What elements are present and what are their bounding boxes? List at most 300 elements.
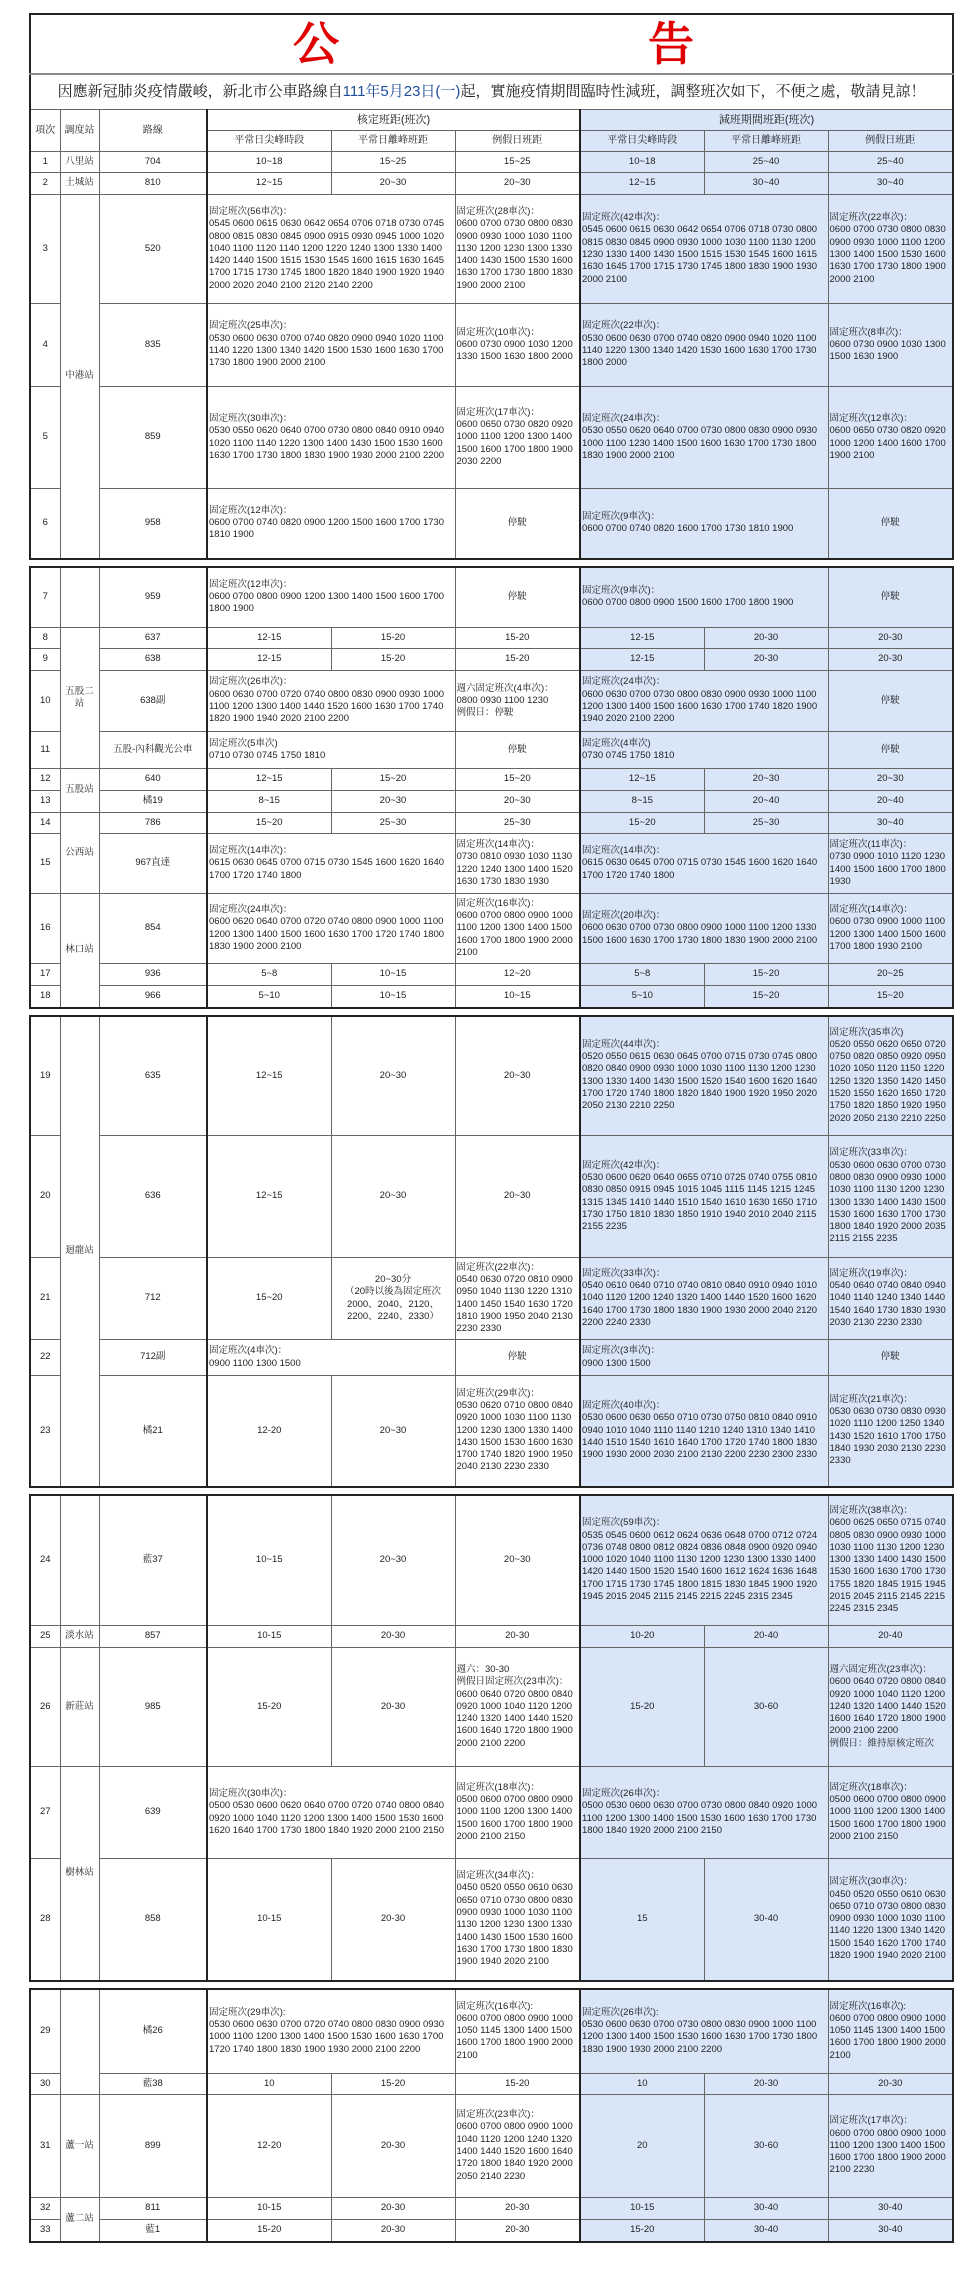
original-weekday-offpeak: 20~30 bbox=[331, 1376, 455, 1487]
reduced-weekday-schedule: 固定班次(40車次)： 0530 0600 0630 0650 0710 0730 0750 0810 0840 0910 0940 1010 1040 1110 1140 1210 1240 1310 1340 1410 1440 1510 1540 1610 1640 1700 1720 1740 1800 1830 1900 1930 2000 2030 2100 2130 2200 2230 2300 2330 bbox=[580, 1376, 828, 1487]
table-row bbox=[30, 1859, 953, 1981]
reduced-holiday-interval: 30~40 bbox=[828, 813, 953, 834]
reduced-weekday-offpeak: 20~30 bbox=[704, 769, 828, 791]
row-number: 10 bbox=[30, 671, 60, 732]
original-weekday-schedule: 固定班次(26車次)： 0600 0630 0700 0720 0740 0800 0830 0900 0930 1000 1100 1200 1300 1400 1440 1520 1600 1630 1700 1740 1820 1900 1940 2020 2100 2200 bbox=[207, 671, 455, 732]
original-weekday-schedule: 固定班次(12車次)： 0600 0700 0740 0820 0900 1200 1500 1600 1700 1730 1810 1900 bbox=[207, 489, 455, 559]
reduced-holiday-schedule: 停駛 bbox=[828, 489, 953, 559]
original-weekday-schedule: 固定班次(14車次)： 0615 0630 0645 0700 0715 0730 1545 1600 1620 1640 1700 1720 1740 1800 bbox=[207, 834, 455, 894]
reduced-holiday-schedule: 固定班次(38車次)： 0600 0625 0650 0715 0740 0805 0830 0900 0930 1000 1030 1100 1130 1200 1230 1300 1330 1400 1430 1500 1530 1600 1630 1700 1730 1755 1820 1845 1915 1945 2015 2045 2115 2145 2215 2245 2315 2345 bbox=[828, 1495, 953, 1626]
dispatch-station: 八里站 bbox=[60, 152, 99, 173]
route-number: 636 bbox=[99, 1136, 207, 1258]
original-weekday-peak: 12-15 bbox=[207, 649, 331, 671]
original-holiday-interval: 固定班次(29車次)： 0530 0620 0710 0800 0840 0920 1000 1030 1100 1130 1200 1230 1300 1330 1400 1430 1500 1530 1600 1630 1700 1740 1820 1900 1950 2040 2130 2230 2330 bbox=[455, 1376, 580, 1487]
original-weekday-peak: 12~15 bbox=[207, 769, 331, 791]
dispatch-station: 公西站 bbox=[60, 813, 99, 894]
route-number: 859 bbox=[99, 387, 207, 489]
route-number: 橘21 bbox=[99, 1376, 207, 1487]
row-number: 22 bbox=[30, 1340, 60, 1376]
original-holiday-interval: 週六：30-30 例假日固定班次(23車次)： 0600 0640 0720 0800 0840 0920 1000 1040 1120 1200 1240 1320 1400 1440 1520 1600 1640 1720 1800 1900 2000 2100 2200 bbox=[455, 1648, 580, 1767]
table-row bbox=[30, 649, 953, 671]
original-holiday-interval: 15-20 bbox=[455, 628, 580, 649]
original-holiday-schedule: 停駛 bbox=[455, 1340, 580, 1376]
reduced-holiday-interval: 20-30 bbox=[828, 2074, 953, 2095]
original-holiday-interval: 10~15 bbox=[455, 986, 580, 1008]
reduced-weekday-offpeak: 30-60 bbox=[704, 1648, 828, 1767]
reduced-holiday-interval: 20~30 bbox=[828, 769, 953, 791]
route-number: 638副 bbox=[99, 671, 207, 732]
original-holiday-schedule: 停駛 bbox=[455, 567, 580, 628]
reduced-holiday-schedule: 固定班次(11車次)： 0730 0900 1010 1120 1230 1400 1500 1600 1700 1800 1930 bbox=[828, 834, 953, 894]
row-number: 24 bbox=[30, 1495, 60, 1626]
route-number: 639 bbox=[99, 1767, 207, 1859]
row-number: 5 bbox=[30, 387, 60, 489]
table-row bbox=[30, 1767, 953, 1859]
original-holiday-schedule: 週六固定班次(4車次)： 0800 0930 1100 1230 例假日：停駛 bbox=[455, 671, 580, 732]
reduced-holiday-schedule: 固定班次(12車次)： 0600 0650 0730 0820 0920 1000 1200 1400 1600 1700 1900 2100 bbox=[828, 387, 953, 489]
table-row bbox=[30, 567, 953, 628]
original-holiday-interval: 20-30 bbox=[455, 2198, 580, 2220]
reduced-holiday-interval: 20-30 bbox=[828, 628, 953, 649]
reduced-holiday-interval: 固定班次(17車次)： 0600 0700 0800 0900 1000 1100 1200 1300 1400 1500 1600 1700 1800 1900 2000 2100 2230 bbox=[828, 2095, 953, 2198]
reduced-weekday-schedule: 固定班次(26車次)： 0500 0530 0600 0630 0700 0730 0800 0840 0920 1000 1100 1200 1300 1400 1500 1530 1600 1630 1700 1730 1800 1840 1920 2000 2100 2150 bbox=[580, 1767, 828, 1859]
reduced-weekday-schedule: 固定班次(59車次)： 0535 0545 0600 0612 0624 0636 0648 0700 0712 0724 0736 0748 0800 0812 0824 0836 0848 0900 0920 0940 1000 1020 1040 1100 1130 1200 1230 1300 1330 1400 1420 1440 1500 1520 1540 1600 1612 1624 1636 1648 1700 1715 1730 1745 1800 1815 1830 1845 1900 1920 1945 2015 2045 2115 2145 2215 2245 2315 2345 bbox=[580, 1495, 828, 1626]
original-weekday-peak: 15-20 bbox=[207, 1648, 331, 1767]
table-row bbox=[30, 964, 953, 986]
reduced-weekday-schedule: 固定班次(44車次)： 0520 0550 0615 0630 0645 0700 0715 0730 0745 0800 0820 0840 0900 0930 1000 1030 1100 1130 1200 1230 1300 1330 1400 1430 1500 1520 1540 1600 1620 1640 1700 1720 1740 1800 1820 1840 1900 1920 1950 2020 2050 2130 2210 2250 bbox=[580, 1016, 828, 1136]
original-weekday-peak: 10 bbox=[207, 2074, 331, 2095]
reduced-weekday-peak: 15 bbox=[580, 1859, 704, 1981]
route-number: 640 bbox=[99, 769, 207, 791]
route-number: 藍37 bbox=[99, 1495, 207, 1626]
reduced-weekday-schedule: 固定班次(26車次): 0530 0600 0630 0700 0730 0800 0830 0900 1000 1100 1200 1300 1400 1500 1530 1600 1630 1700 1730 1800 1830 1900 1930 2000 2100 2200 bbox=[580, 1989, 828, 2074]
reduced-weekday-peak: 8~15 bbox=[580, 791, 704, 813]
row-number: 23 bbox=[30, 1376, 60, 1487]
original-holiday-interval: 20~30 bbox=[455, 791, 580, 813]
row-number: 25 bbox=[30, 1626, 60, 1648]
reduced-holiday-interval: 30-40 bbox=[828, 2220, 953, 2242]
row-number: 13 bbox=[30, 791, 60, 813]
original-weekday-offpeak: 10~15 bbox=[331, 964, 455, 986]
dispatch-station: 迴龍站 bbox=[60, 1016, 99, 1487]
reduced-weekday-schedule: 固定班次(14車次)： 0615 0630 0645 0700 0715 0730 1545 1600 1620 1640 1700 1720 1740 1800 bbox=[580, 834, 828, 894]
table-row bbox=[30, 813, 953, 834]
route-number: 967直達 bbox=[99, 834, 207, 894]
original-holiday-interval: 20~30 bbox=[455, 173, 580, 195]
row-number: 11 bbox=[30, 732, 60, 769]
original-holiday-schedule: 固定班次(16車次)： 0600 0700 0800 0900 1000 1100 1200 1300 1400 1500 1600 1700 1800 1900 2000 2100 bbox=[455, 894, 580, 964]
original-holiday-schedule: 固定班次(14車次)： 0730 0810 0930 1030 1130 1220 1240 1300 1400 1520 1630 1730 1830 1930 bbox=[455, 834, 580, 894]
row-number: 30 bbox=[30, 2074, 60, 2095]
original-weekday-offpeak: 20~30分 （20時以後為固定班次 2000、2040、2120、 2200、2240、2330） bbox=[331, 1258, 455, 1340]
table-row bbox=[30, 671, 953, 732]
reduced-weekday-schedule: 固定班次(42車次)： 0530 0600 0620 0640 0655 0710 0725 0740 0755 0810 0830 0850 0915 0945 1015 1045 1115 1145 1215 1245 1315 1345 1410 1440 1510 1540 1610 1630 1650 1710 1730 1750 1810 1830 1850 1910 1940 2010 2040 2115 2155 2235 bbox=[580, 1136, 828, 1258]
schedule-table-block bbox=[29, 566, 954, 1009]
header-reduced-interval: 減班期間班距(班次) bbox=[580, 110, 953, 131]
original-weekday-peak: 12-15 bbox=[207, 628, 331, 649]
route-number: 899 bbox=[99, 2095, 207, 2198]
route-number: 704 bbox=[99, 152, 207, 173]
original-weekday-offpeak: 20~30 bbox=[331, 1016, 455, 1136]
route-number: 985 bbox=[99, 1648, 207, 1767]
original-weekday-schedule: 固定班次(29車次): 0530 0600 0630 0700 0720 0740 0800 0830 0900 0930 1000 1100 1200 1300 1400 1500 1530 1600 1630 1700 1720 1740 1800 1830 1900 1930 2000 2100 2200 bbox=[207, 1989, 455, 2074]
row-number: 12 bbox=[30, 769, 60, 791]
table-row bbox=[30, 1495, 953, 1626]
original-weekday-peak: 15~20 bbox=[207, 1258, 331, 1340]
row-number: 27 bbox=[30, 1767, 60, 1859]
original-holiday-interval: 20-30 bbox=[455, 2220, 580, 2242]
row-number: 7 bbox=[30, 567, 60, 628]
reduced-weekday-schedule: 固定班次(42車次)： 0545 0600 0615 0630 0642 0654 0706 0718 0730 0800 0815 0830 0845 0900 0930 1000 1030 1100 1130 1200 1230 1330 1400 1430 1500 1515 1530 1545 1600 1615 1630 1645 1700 1715 1730 1745 1800 1830 1900 1930 2000 2100 bbox=[580, 195, 828, 304]
reduced-holiday-interval: 週六固定班次(23車次)： 0600 0640 0720 0800 0840 0920 1000 1040 1120 1200 1240 1320 1400 1440 1520 1600 1640 1720 1800 1900 2000 2100 2200 例假日：維持原核定班次 bbox=[828, 1648, 953, 1767]
reduced-weekday-schedule: 固定班次(9車次)： 0600 0700 0800 0900 1500 1600 1700 1800 1900 bbox=[580, 567, 828, 628]
reduced-weekday-offpeak: 20-30 bbox=[704, 2074, 828, 2095]
header-route: 路線 bbox=[99, 110, 207, 152]
dispatch-station: 蘆二站 bbox=[60, 2198, 99, 2242]
dispatch-station: 五股二站 bbox=[60, 628, 99, 769]
header-station: 調度站 bbox=[60, 110, 99, 152]
original-holiday-interval: 15~20 bbox=[455, 769, 580, 791]
original-weekday-schedule: 固定班次(56車次)： 0545 0600 0615 0630 0642 0654 0706 0718 0730 0745 0800 0815 0830 0845 0900 0915 0930 0945 1000 1020 1040 1100 1120 1140 1200 1220 1240 1300 1330 1400 1420 1440 1500 1515 1530 1545 1600 1615 1630 1645 1700 1715 1730 1745 1800 1820 1840 1900 1920 1940 2000 2020 2040 2100 2120 2140 2200 bbox=[207, 195, 455, 304]
original-weekday-schedule: 固定班次(25車次)： 0530 0600 0630 0700 0740 0820 0900 0940 1020 1100 1140 1220 1300 1340 1420 1500 1530 1600 1630 1700 1730 1800 1900 2000 2100 bbox=[207, 304, 455, 387]
original-holiday-interval: 15-20 bbox=[455, 649, 580, 671]
row-number: 29 bbox=[30, 1989, 60, 2074]
original-weekday-offpeak: 15~20 bbox=[331, 769, 455, 791]
table-row bbox=[30, 732, 953, 769]
row-number: 31 bbox=[30, 2095, 60, 2198]
header-red-weekday-offpeak: 平常日離峰班距 bbox=[704, 131, 828, 152]
original-weekday-offpeak: 25~30 bbox=[331, 813, 455, 834]
row-number: 17 bbox=[30, 964, 60, 986]
table-row bbox=[30, 489, 953, 559]
original-weekday-offpeak: 20-30 bbox=[331, 1648, 455, 1767]
reduced-weekday-peak: 10-15 bbox=[580, 2198, 704, 2220]
reduced-weekday-offpeak: 20-30 bbox=[704, 649, 828, 671]
reduced-weekday-peak: 5~10 bbox=[580, 986, 704, 1008]
original-weekday-offpeak: 20-30 bbox=[331, 2198, 455, 2220]
announcement-title bbox=[30, 14, 953, 74]
reduced-holiday-schedule: 固定班次(18車次)： 0500 0600 0700 0800 0900 1000 1100 1200 1300 1400 1500 1600 1700 1800 1900 2000 2100 2150 bbox=[828, 1767, 953, 1859]
route-number: 712 bbox=[99, 1258, 207, 1340]
reduced-weekday-schedule: 固定班次(24車次)： 0600 0630 0700 0730 0800 0830 0900 0930 1000 1100 1200 1300 1400 1500 1600 1630 1700 1740 1820 1900 1940 2020 2100 2200 bbox=[580, 671, 828, 732]
original-weekday-peak: 10~18 bbox=[207, 152, 331, 173]
route-number: 635 bbox=[99, 1016, 207, 1136]
original-weekday-offpeak: 20-30 bbox=[331, 2095, 455, 2198]
original-weekday-peak: 12~15 bbox=[207, 173, 331, 195]
reduced-weekday-offpeak: 30-40 bbox=[704, 2220, 828, 2242]
schedule-table-block bbox=[29, 1015, 954, 1488]
original-weekday-peak: 12~15 bbox=[207, 1136, 331, 1258]
original-weekday-peak: 12~15 bbox=[207, 1016, 331, 1136]
original-weekday-offpeak: 15~25 bbox=[331, 152, 455, 173]
dispatch-station: 土城站 bbox=[60, 173, 99, 195]
table-row bbox=[30, 1989, 953, 2074]
original-holiday-schedule: 停駛 bbox=[455, 732, 580, 769]
reduced-weekday-offpeak: 30-40 bbox=[704, 1859, 828, 1981]
reduced-weekday-schedule: 固定班次(22車次)： 0530 0600 0630 0700 0740 0820 0900 0940 1020 1100 1140 1220 1300 1340 1420 1530 1600 1630 1700 1730 1800 2000 bbox=[580, 304, 828, 387]
row-number: 19 bbox=[30, 1016, 60, 1136]
reduced-holiday-schedule: 固定班次(19車次)： 0540 0640 0740 0840 0940 1040 1140 1240 1340 1440 1540 1640 1730 1830 1930 2030 2130 2230 2330 bbox=[828, 1258, 953, 1340]
original-weekday-offpeak: 10~15 bbox=[331, 986, 455, 1008]
reduced-holiday-schedule: 停駛 bbox=[828, 1340, 953, 1376]
reduced-weekday-peak: 12~15 bbox=[580, 769, 704, 791]
reduced-holiday-interval: 30~40 bbox=[828, 173, 953, 195]
row-number: 4 bbox=[30, 304, 60, 387]
original-weekday-peak: 8~15 bbox=[207, 791, 331, 813]
original-holiday-interval: 20~30 bbox=[455, 1495, 580, 1626]
route-number: 786 bbox=[99, 813, 207, 834]
original-weekday-offpeak: 20~30 bbox=[331, 791, 455, 813]
bus-schedule-announcement bbox=[0, 13, 960, 2243]
schedule-table-block bbox=[29, 1494, 954, 1982]
header-orig-holiday: 例假日班距 bbox=[455, 131, 580, 152]
reduced-weekday-peak: 15-20 bbox=[580, 2220, 704, 2242]
table-row bbox=[30, 769, 953, 791]
route-number: 520 bbox=[99, 195, 207, 304]
original-holiday-interval: 固定班次(23車次)： 0600 0700 0800 0900 1000 1040 1120 1200 1240 1320 1400 1440 1520 1600 1640 1720 1800 1840 1920 2000 2050 2140 2230 bbox=[455, 2095, 580, 2198]
dispatch-station bbox=[60, 1495, 99, 1626]
original-weekday-peak: 12-20 bbox=[207, 2095, 331, 2198]
reduced-holiday-interval: 15~20 bbox=[828, 986, 953, 1008]
original-holiday-interval: 12~20 bbox=[455, 964, 580, 986]
schedule-table-block bbox=[29, 1988, 954, 2243]
original-weekday-peak: 5~8 bbox=[207, 964, 331, 986]
reduced-weekday-offpeak: 30-60 bbox=[704, 2095, 828, 2198]
table-row bbox=[30, 173, 953, 195]
reduced-weekday-offpeak: 15~20 bbox=[704, 964, 828, 986]
route-number: 958 bbox=[99, 489, 207, 559]
table-row bbox=[30, 2074, 953, 2095]
original-weekday-offpeak: 20-30 bbox=[331, 2220, 455, 2242]
original-holiday-schedule: 停駛 bbox=[455, 489, 580, 559]
reduced-weekday-peak: 20 bbox=[580, 2095, 704, 2198]
route-number: 五股-內科觀光公車 bbox=[99, 732, 207, 769]
header-orig-weekday-peak: 平常日尖峰時段 bbox=[207, 131, 331, 152]
reduced-weekday-offpeak: 20-40 bbox=[704, 1626, 828, 1648]
title-char-1: 公 bbox=[293, 18, 339, 70]
table-row bbox=[30, 1626, 953, 1648]
header-orig-weekday-offpeak: 平常日離峰班距 bbox=[331, 131, 455, 152]
route-number: 橘26 bbox=[99, 1989, 207, 2074]
original-weekday-peak: 15~20 bbox=[207, 813, 331, 834]
reduced-holiday-interval: 20-40 bbox=[828, 1626, 953, 1648]
route-number: 966 bbox=[99, 986, 207, 1008]
route-number: 橘19 bbox=[99, 791, 207, 813]
row-number: 8 bbox=[30, 628, 60, 649]
reduced-holiday-interval: 25~40 bbox=[828, 152, 953, 173]
reduced-weekday-offpeak: 25~30 bbox=[704, 813, 828, 834]
original-holiday-interval: 固定班次(22車次)： 0540 0630 0720 0810 0900 0950 1040 1130 1220 1310 1400 1450 1540 1630 1720 1810 1900 1950 2040 2130 2230 2330 bbox=[455, 1258, 580, 1340]
row-number: 33 bbox=[30, 2220, 60, 2242]
table-row bbox=[30, 1258, 953, 1340]
reduced-weekday-peak: 5~8 bbox=[580, 964, 704, 986]
original-holiday-schedule: 固定班次(10車次)： 0600 0730 0900 1030 1200 1330 1500 1630 1800 2000 bbox=[455, 304, 580, 387]
reduced-weekday-offpeak: 30~40 bbox=[704, 173, 828, 195]
reduced-weekday-offpeak: 20-30 bbox=[704, 628, 828, 649]
dispatch-station: 蘆一站 bbox=[60, 2095, 99, 2198]
route-number: 936 bbox=[99, 964, 207, 986]
table-row bbox=[30, 2198, 953, 2220]
reduced-weekday-schedule: 固定班次(20車次)： 0600 0630 0700 0730 0800 0900 1000 1100 1200 1330 1500 1600 1630 1700 1730 1800 1830 1900 2000 2100 bbox=[580, 894, 828, 964]
reduced-holiday-interval: 30-40 bbox=[828, 2198, 953, 2220]
header-no: 項次 bbox=[30, 110, 60, 152]
original-weekday-schedule: 固定班次(12車次)： 0600 0700 0800 0900 1200 1300 1400 1500 1600 1700 1800 1900 bbox=[207, 567, 455, 628]
original-holiday-interval: 25~30 bbox=[455, 813, 580, 834]
header-original-interval: 核定班距(班次) bbox=[207, 110, 580, 131]
dispatch-station: 淡水站 bbox=[60, 1626, 99, 1648]
original-holiday-schedule: 固定班次(18車次)： 0500 0600 0700 0800 0900 1000 1100 1200 1300 1400 1500 1600 1700 1800 1900 2000 2100 2150 bbox=[455, 1767, 580, 1859]
reduced-weekday-peak: 10~18 bbox=[580, 152, 704, 173]
row-number: 3 bbox=[30, 195, 60, 304]
original-weekday-peak: 10-15 bbox=[207, 2198, 331, 2220]
table-row bbox=[30, 1016, 953, 1136]
original-weekday-offpeak: 20~30 bbox=[331, 1495, 455, 1626]
original-weekday-offpeak: 20-30 bbox=[331, 1626, 455, 1648]
header-red-weekday-peak: 平常日尖峰時段 bbox=[580, 131, 704, 152]
route-number: 959 bbox=[99, 567, 207, 628]
original-weekday-schedule: 固定班次(4車次)： 0900 1100 1300 1500 bbox=[207, 1340, 455, 1376]
reduced-holiday-schedule: 固定班次(16車次): 0600 0700 0800 0900 1000 1050 1145 1300 1400 1500 1600 1700 1800 1900 2000 2100 bbox=[828, 1989, 953, 2074]
row-number: 2 bbox=[30, 173, 60, 195]
original-weekday-peak: 10-15 bbox=[207, 1859, 331, 1981]
reduced-weekday-peak: 10 bbox=[580, 2074, 704, 2095]
table-row bbox=[30, 152, 953, 173]
dispatch-station: 新莊站 bbox=[60, 1648, 99, 1767]
reduced-weekday-schedule: 固定班次(24車次)： 0530 0550 0620 0640 0700 0730 0800 0830 0900 0930 1000 1100 1230 1400 1500 1600 1630 1700 1730 1800 1830 1900 2000 2100 bbox=[580, 387, 828, 489]
route-number: 858 bbox=[99, 1859, 207, 1981]
original-weekday-schedule: 固定班次(30車次)： 0500 0530 0600 0620 0640 0700 0720 0740 0800 0840 0920 1000 1040 1120 1200 1300 1400 1500 1530 1600 1620 1640 1700 1730 1800 1840 1920 2000 2100 2150 bbox=[207, 1767, 455, 1859]
row-number: 28 bbox=[30, 1859, 60, 1981]
row-number: 16 bbox=[30, 894, 60, 964]
original-weekday-peak: 10-15 bbox=[207, 1626, 331, 1648]
row-number: 21 bbox=[30, 1258, 60, 1340]
reduced-weekday-peak: 10-20 bbox=[580, 1626, 704, 1648]
table-row bbox=[30, 628, 953, 649]
original-holiday-schedule: 固定班次(17車次)： 0600 0650 0730 0820 0920 1000 1100 1200 1300 1400 1500 1600 1700 1800 1900 2030 2200 bbox=[455, 387, 580, 489]
original-weekday-offpeak: 15-20 bbox=[331, 2074, 455, 2095]
reduced-holiday-schedule: 停駛 bbox=[828, 567, 953, 628]
table-row bbox=[30, 1376, 953, 1487]
row-number: 14 bbox=[30, 813, 60, 834]
reduced-holiday-interval: 20~25 bbox=[828, 964, 953, 986]
original-holiday-interval: 20~30 bbox=[455, 1016, 580, 1136]
route-number: 857 bbox=[99, 1626, 207, 1648]
reduced-holiday-interval: 固定班次(30車次)： 0450 0520 0550 0610 0630 0650 0710 0730 0800 0830 0900 0930 1000 1030 1100 1140 1220 1300 1340 1420 1500 1540 1620 1700 1740 1820 1900 1940 2020 2100 bbox=[828, 1859, 953, 1981]
table-row bbox=[30, 834, 953, 894]
original-weekday-offpeak: 15-20 bbox=[331, 628, 455, 649]
reduced-weekday-offpeak: 25~40 bbox=[704, 152, 828, 173]
reduced-weekday-peak: 15~20 bbox=[580, 813, 704, 834]
route-number: 藍38 bbox=[99, 2074, 207, 2095]
dispatch-station: 林口站 bbox=[60, 894, 99, 1008]
original-weekday-schedule: 固定班次(5車次) 0710 0730 0745 1750 1810 bbox=[207, 732, 455, 769]
route-number: 藍1 bbox=[99, 2220, 207, 2242]
reduced-holiday-schedule: 固定班次(8車次)： 0600 0730 0900 1030 1300 1500 1630 1900 bbox=[828, 304, 953, 387]
table-row bbox=[30, 2220, 953, 2242]
original-weekday-peak: 15-20 bbox=[207, 2220, 331, 2242]
reduced-holiday-schedule: 固定班次(35車次) 0520 0550 0620 0650 0720 0750 0820 0850 0920 0950 1020 1050 1120 1150 1220 1250 1320 1350 1420 1450 1520 1550 1620 1650 1720 1750 1820 1850 1920 1950 2020 2050 2130 2210 2250 bbox=[828, 1016, 953, 1136]
original-weekday-peak: 5~10 bbox=[207, 986, 331, 1008]
original-holiday-interval: 20-30 bbox=[455, 1626, 580, 1648]
route-number: 638 bbox=[99, 649, 207, 671]
dispatch-station: 中港站 bbox=[60, 195, 99, 559]
original-weekday-peak: 12-20 bbox=[207, 1376, 331, 1487]
row-number: 20 bbox=[30, 1136, 60, 1258]
original-holiday-schedule: 固定班次(16車次): 0600 0700 0800 0900 1000 1050 1145 1300 1400 1500 1600 1700 1800 1900 2000 2100 bbox=[455, 1989, 580, 2074]
dispatch-station bbox=[60, 567, 99, 628]
original-holiday-interval: 固定班次(34車次)： 0450 0520 0550 0610 0630 0650 0710 0730 0800 0830 0900 0930 1000 1030 1100 1130 1200 1230 1300 1330 1400 1430 1500 1530 1600 1630 1700 1730 1800 1830 1900 1940 2020 2100 bbox=[455, 1859, 580, 1981]
reduced-weekday-peak: 12~15 bbox=[580, 173, 704, 195]
reduced-holiday-interval: 20~40 bbox=[828, 791, 953, 813]
notice-date: 111年5月23日(一) bbox=[342, 83, 461, 100]
reduced-weekday-peak: 12-15 bbox=[580, 628, 704, 649]
dispatch-station: 樹林站 bbox=[60, 1767, 99, 1981]
reduced-weekday-schedule: 固定班次(3車次)： 0900 1300 1500 bbox=[580, 1340, 828, 1376]
table-row bbox=[30, 2095, 953, 2198]
header-red-holiday: 例假日班距 bbox=[828, 131, 953, 152]
reduced-holiday-schedule: 停駛 bbox=[828, 671, 953, 732]
route-number: 712副 bbox=[99, 1340, 207, 1376]
reduced-holiday-schedule: 停駛 bbox=[828, 732, 953, 769]
reduced-weekday-schedule: 固定班次(4車次) 0730 0745 1750 1810 bbox=[580, 732, 828, 769]
table-row bbox=[30, 791, 953, 813]
notice-after: 起，實施疫情期間臨時性減班，調整班次如下，不便之處，敬請見諒！ bbox=[460, 83, 926, 100]
reduced-holiday-interval: 20-30 bbox=[828, 649, 953, 671]
table-row bbox=[30, 894, 953, 964]
original-holiday-interval: 15~25 bbox=[455, 152, 580, 173]
table-row bbox=[30, 1136, 953, 1258]
table-row bbox=[30, 387, 953, 489]
table-row bbox=[30, 195, 953, 304]
original-weekday-schedule: 固定班次(24車次)： 0600 0620 0640 0700 0720 0740 0800 0900 1000 1100 1200 1300 1400 1500 1600 1630 1700 1720 1740 1800 1830 1900 2000 2100 bbox=[207, 894, 455, 964]
row-number: 1 bbox=[30, 152, 60, 173]
original-weekday-offpeak: 20~30 bbox=[331, 1136, 455, 1258]
dispatch-station bbox=[60, 1989, 99, 2095]
reduced-weekday-peak: 12-15 bbox=[580, 649, 704, 671]
row-number: 18 bbox=[30, 986, 60, 1008]
original-holiday-interval: 20~30 bbox=[455, 1136, 580, 1258]
reduced-weekday-offpeak: 20~40 bbox=[704, 791, 828, 813]
schedule-table-block bbox=[29, 13, 954, 560]
table-row bbox=[30, 1648, 953, 1767]
reduced-holiday-schedule: 固定班次(21車次)： 0530 0630 0730 0830 0930 1020 1110 1200 1250 1340 1430 1520 1610 1700 1750 1840 1930 2030 2130 2230 2330 bbox=[828, 1376, 953, 1487]
table-row bbox=[30, 986, 953, 1008]
original-weekday-offpeak: 20-30 bbox=[331, 1859, 455, 1981]
reduced-holiday-schedule: 固定班次(33車次)： 0530 0600 0630 0700 0730 0800 0830 0900 0930 1000 1030 1100 1130 1200 1230 1300 1330 1400 1430 1500 1530 1600 1630 1700 1730 1800 1840 1920 2000 2035 2115 2155 2235 bbox=[828, 1136, 953, 1258]
reduced-weekday-schedule: 固定班次(9車次)： 0600 0700 0740 0820 1600 1700 1730 1810 1900 bbox=[580, 489, 828, 559]
notice-before: 因應新冠肺炎疫情嚴峻，新北市公車路線自 bbox=[57, 83, 343, 100]
row-number: 15 bbox=[30, 834, 60, 894]
reduced-holiday-schedule: 固定班次(14車次)： 0600 0730 0900 1000 1100 1200 1300 1400 1500 1600 1700 1800 1930 2100 bbox=[828, 894, 953, 964]
table-row bbox=[30, 1340, 953, 1376]
route-number: 854 bbox=[99, 894, 207, 964]
row-number: 26 bbox=[30, 1648, 60, 1767]
original-holiday-interval: 15-20 bbox=[455, 2074, 580, 2095]
notice-text bbox=[30, 74, 953, 110]
row-number: 9 bbox=[30, 649, 60, 671]
title-char-2: 告 bbox=[648, 18, 694, 70]
original-weekday-offpeak: 20~30 bbox=[331, 173, 455, 195]
route-number: 810 bbox=[99, 173, 207, 195]
table-row bbox=[30, 304, 953, 387]
reduced-weekday-schedule: 固定班次(33車次)： 0540 0610 0640 0710 0740 0810 0840 0910 0940 1010 1040 1120 1200 1240 1320 1400 1440 1520 1600 1620 1640 1700 1730 1800 1830 1900 1930 2000 2040 2120 2200 2240 2330 bbox=[580, 1258, 828, 1340]
dispatch-station: 五股站 bbox=[60, 769, 99, 813]
original-weekday-offpeak: 15-20 bbox=[331, 649, 455, 671]
reduced-weekday-peak: 15-20 bbox=[580, 1648, 704, 1767]
route-number: 835 bbox=[99, 304, 207, 387]
reduced-holiday-schedule: 固定班次(22車次)： 0600 0700 0730 0800 0830 0900 0930 1000 1100 1200 1300 1400 1500 1530 1600 1630 1700 1730 1800 1900 2000 2100 bbox=[828, 195, 953, 304]
reduced-weekday-offpeak: 30-40 bbox=[704, 2198, 828, 2220]
